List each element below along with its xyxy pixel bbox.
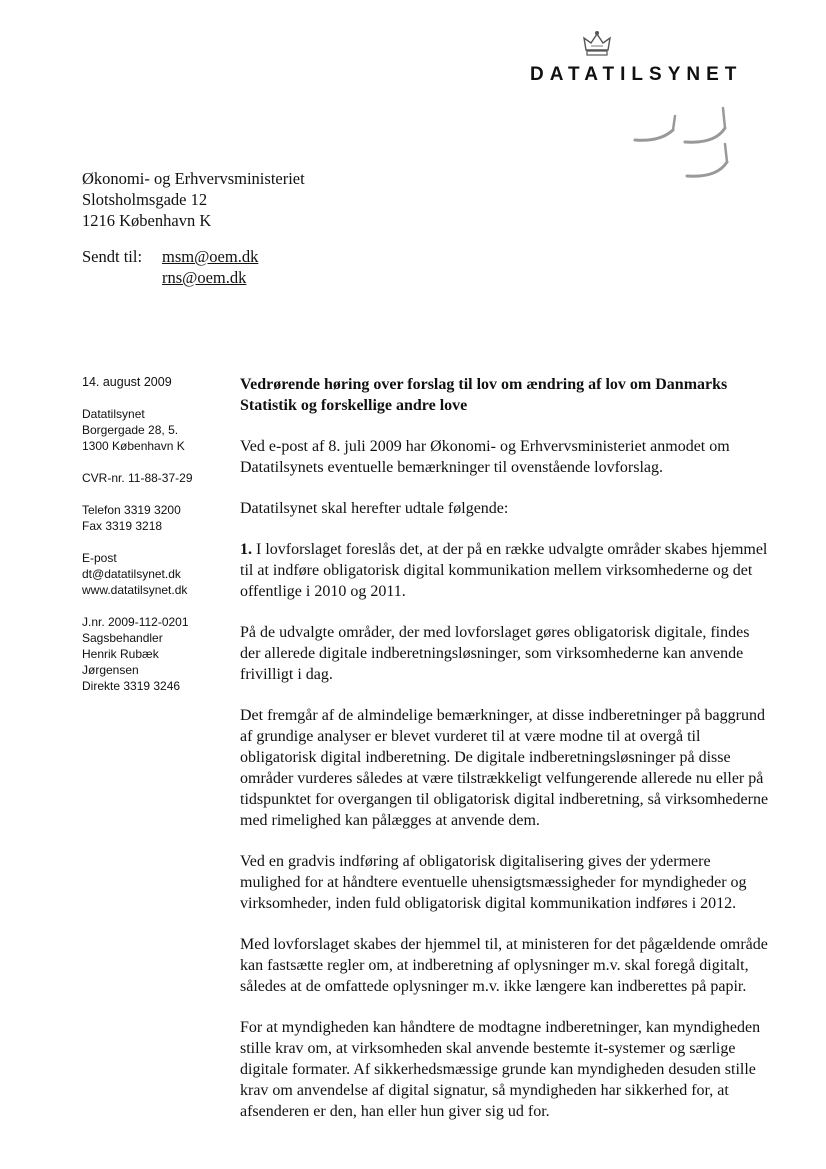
- body-paragraph: På de udvalgte områder, der med lovforslaget gøres obligatorisk digitale, findes der allerede digitale indberetningsløsninger, som virksomhederne kan anvende frivilligt i dag.: [240, 624, 750, 683]
- sender-line: Datatilsynet: [82, 407, 145, 421]
- letterhead: [520, 30, 760, 220]
- email-link[interactable]: msm@oem.dk: [162, 247, 259, 266]
- statement-paragraph: Datatilsynet skal herefter udtale følgende:: [240, 500, 509, 517]
- cvr-number: CVR-nr. 11-88-37-29: [82, 471, 193, 485]
- recipient-line: Slotsholmsgade 12: [82, 190, 208, 209]
- sender-line: Borgergade 28, 5.: [82, 423, 179, 437]
- case-handler-label: Sagsbehandler: [82, 631, 163, 645]
- phone-line: Telefon 3319 3200: [82, 503, 181, 517]
- case-handler-name: Jørgensen: [82, 663, 139, 677]
- sender-email[interactable]: dt@datatilsynet.dk: [82, 567, 181, 581]
- recipient-line: 1216 København K: [82, 211, 212, 230]
- brand-name: DATATILSYNET: [530, 64, 743, 85]
- email-label: E-post: [82, 551, 117, 565]
- sender-sidebar: [82, 374, 232, 710]
- recipient-address: [82, 168, 305, 231]
- contact-block: [82, 550, 232, 598]
- wave-mark-icon: [625, 102, 750, 212]
- section-number: 1.: [240, 541, 252, 558]
- letter-title: Vedrørende høring over forslag til lov om ændring af lov om Danmarks Statistik og forskellige andre love: [240, 376, 728, 414]
- section-1-text: I lovforslaget foreslås det, at der på en række udvalgte områder skabes hjemmel til at indføre obligatorisk digital kommunikation mellem virksomhederne og det offentlige i 2010 og 2011.: [240, 541, 768, 600]
- section-1-paragraph: [240, 539, 770, 602]
- sender-address: [82, 406, 232, 454]
- crown-icon: [582, 30, 612, 58]
- email-link[interactable]: rns@oem.dk: [162, 268, 247, 287]
- recipient-line: Økonomi- og Erhvervsministeriet: [82, 169, 305, 188]
- sender-website[interactable]: www.datatilsynet.dk: [82, 583, 188, 597]
- body-paragraph: Det fremgår af de almindelige bemærkninger, at disse indberetninger på baggrund af grundige analyser er blevet vurderet til at være modne til at overgå til obligatorisk digital indberetning. De digitale indberetningsløsninger på disse områder vurderes således at være tilstrækkeligt velfungerende allerede nu eller på tidspunktet for overgangen til obligatorisk digital indberetning, så virksomhederne med rimelighed kan pålægges at anvende dem.: [240, 707, 769, 829]
- phone-block: [82, 502, 232, 534]
- letter-date: 14. august 2009: [82, 375, 172, 389]
- fax-line: Fax 3319 3218: [82, 519, 163, 533]
- case-block: [82, 614, 232, 694]
- sent-to-label: Sendt til:: [82, 247, 143, 266]
- body-paragraph: For at myndigheden kan håndtere de modtagne indberetninger, kan myndigheden stille krav om, at virksomheden skal anvende bestemte it-systemer og særlige digitale formater. Af sikkerhedsmæssige grunde kan myndigheden desuden stille krav om anvendelse af digital signatur, så myndigheden har sikkerhed for, at afsenderen er den, han eller hun giver sig ud for.: [240, 1019, 761, 1120]
- body-paragraph: Ved en gradvis indføring af obligatorisk digitalisering gives der ydermere mulighed for at håndtere eventuelle uhensigtsmæssigheder for myndigheder og virksomheder, inden fuld obligatorisk digital kommunikation indføres i 2012.: [240, 853, 747, 912]
- body-paragraph: Med lovforslaget skabes der hjemmel til, at ministeren for det pågældende område kan fastsætte regler om, at indberetning af oplysninger m.v. skal foregå digitalt, således at de omfattede oplysninger m.v. ikke længere kan indberettes på papir.: [240, 936, 768, 995]
- case-handler-name: Henrik Rubæk: [82, 647, 159, 661]
- case-number: J.nr. 2009-112-0201: [82, 615, 189, 629]
- intro-paragraph: Ved e-post af 8. juli 2009 har Økonomi- og Erhvervsministeriet anmodet om Datatilsynets eventuelle bemærkninger til ovenstående lovforslag.: [240, 438, 730, 476]
- letter-body: [240, 374, 770, 1142]
- direct-phone: Direkte 3319 3246: [82, 679, 181, 693]
- sender-line: 1300 København K: [82, 439, 185, 453]
